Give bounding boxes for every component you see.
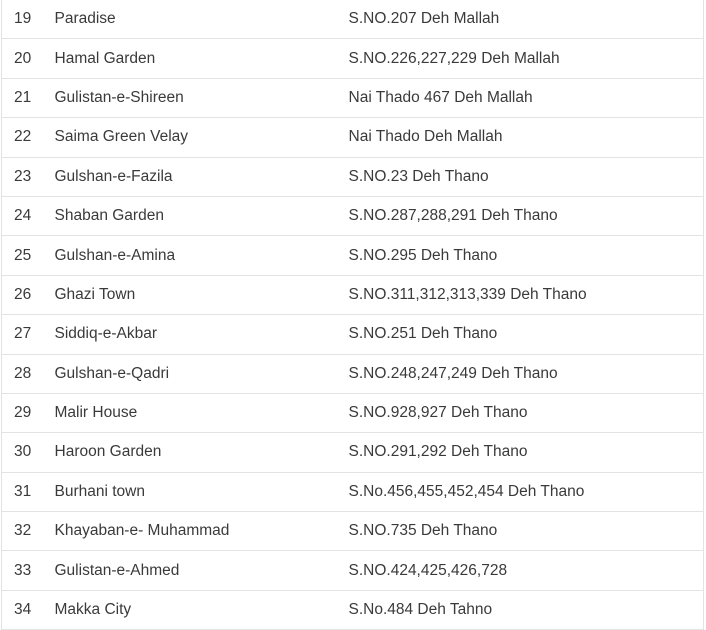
table-row	[2, 157, 704, 196]
scheme-location: S.NO.287,288,291 Deh Thano	[349, 196, 704, 235]
row-number: 28	[2, 354, 55, 393]
table-row	[2, 118, 704, 157]
scheme-name: Haroon Garden	[55, 433, 349, 472]
row-number: 27	[2, 315, 55, 354]
scheme-name: Gulshan-e-Amina	[55, 236, 349, 275]
table-row	[2, 393, 704, 432]
table-row	[2, 39, 704, 78]
scheme-location: S.NO.735 Deh Thano	[349, 512, 704, 551]
housing-schemes-table	[1, 0, 704, 630]
scheme-name: Gulistan-e-Shireen	[55, 78, 349, 117]
scheme-location: S.NO.248,247,249 Deh Thano	[349, 354, 704, 393]
scheme-location: S.NO.311,312,313,339 Deh Thano	[349, 275, 704, 314]
row-number: 20	[2, 39, 55, 78]
scheme-name: Gulshan-e-Qadri	[55, 354, 349, 393]
table-row	[2, 512, 704, 551]
scheme-name: Shaban Garden	[55, 196, 349, 235]
row-number: 23	[2, 157, 55, 196]
row-number: 22	[2, 118, 55, 157]
table-row	[2, 315, 704, 354]
scheme-location: S.NO.207 Deh Mallah	[349, 0, 704, 39]
scheme-location: Nai Thado Deh Mallah	[349, 118, 704, 157]
scheme-name: Saima Green Velay	[55, 118, 349, 157]
row-number: 32	[2, 512, 55, 551]
scheme-location: S.NO.928,927 Deh Thano	[349, 393, 704, 432]
row-number: 21	[2, 78, 55, 117]
table-row	[2, 236, 704, 275]
row-number: 19	[2, 0, 55, 39]
table-row	[2, 78, 704, 117]
table-row	[2, 472, 704, 511]
scheme-name: Khayaban-e- Muhammad	[55, 512, 349, 551]
row-number: 26	[2, 275, 55, 314]
table-row	[2, 196, 704, 235]
scheme-name: Paradise	[54, 10, 116, 28]
row-number: 30	[2, 433, 55, 472]
scheme-location: S.No.456,455,452,454 Deh Thano	[349, 472, 704, 511]
table-body	[2, 0, 704, 630]
row-number: 33	[2, 551, 55, 590]
scheme-location: S.NO.291,292 Deh Thano	[349, 433, 704, 472]
table-row	[2, 275, 704, 314]
scheme-location: S.NO.295 Deh Thano	[349, 236, 704, 275]
scheme-location: S.NO.226,227,229 Deh Mallah	[349, 39, 704, 78]
scheme-name: Hamal Garden	[55, 39, 349, 78]
table-row	[2, 590, 704, 629]
scheme-location: Nai Thado 467 Deh Mallah	[349, 78, 704, 117]
scheme-name: Siddiq-e-Akbar	[55, 315, 349, 354]
row-number: 34	[2, 590, 55, 629]
scheme-location: S.NO.251 Deh Thano	[349, 315, 704, 354]
row-number: 29	[2, 393, 55, 432]
table-row	[2, 0, 704, 39]
table-row	[2, 433, 704, 472]
scheme-name: Malir House	[55, 393, 349, 432]
scheme-name: Ghazi Town	[55, 275, 349, 314]
scheme-name: Gulistan-e-Ahmed	[55, 551, 349, 590]
table-row	[2, 354, 704, 393]
scheme-location: S.NO.23 Deh Thano	[349, 157, 704, 196]
scheme-location: S.NO.424,425,426,728	[349, 551, 704, 590]
scheme-name: Makka City	[55, 590, 349, 629]
scheme-location: S.No.484 Deh Tahno	[349, 590, 704, 629]
row-number: 24	[2, 196, 55, 235]
table-row	[2, 551, 704, 590]
scheme-name: Burhani town	[55, 472, 349, 511]
row-number: 31	[2, 472, 55, 511]
scheme-name: Gulshan-e-Fazila	[55, 157, 349, 196]
row-number: 25	[2, 236, 55, 275]
